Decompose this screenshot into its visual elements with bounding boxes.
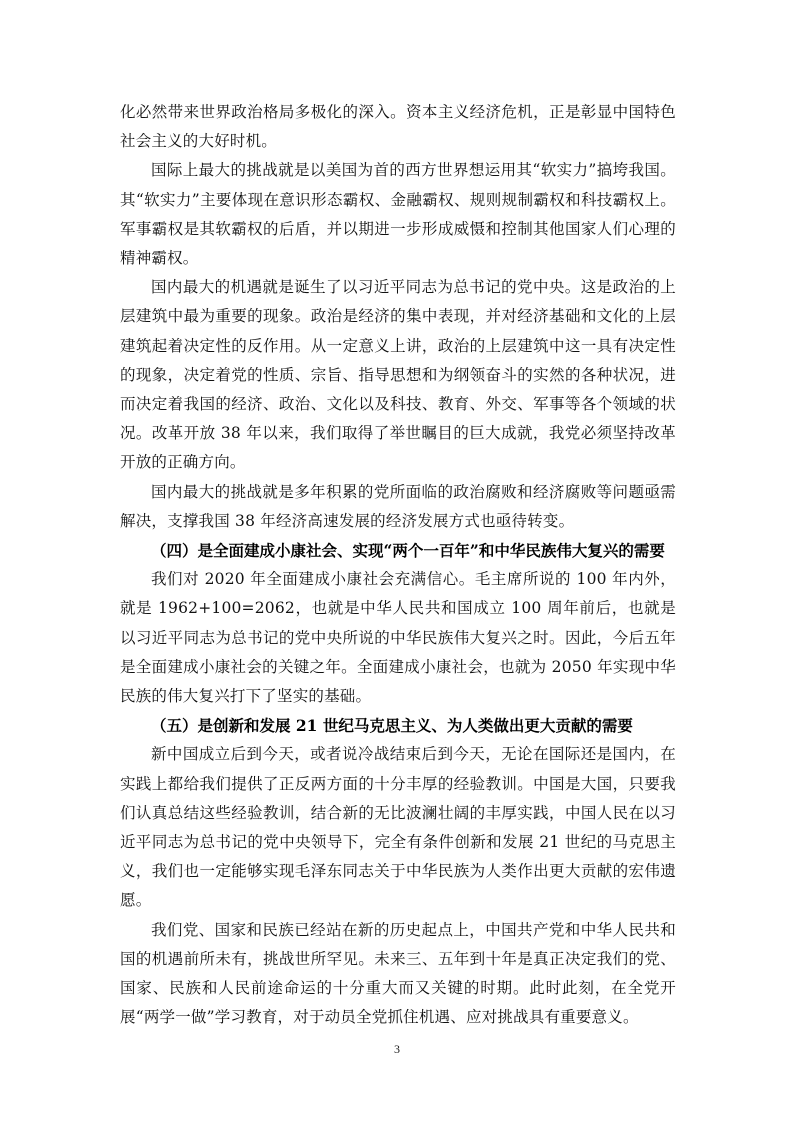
paragraph-domestic-opportunity: 国内最大的机遇就是诞生了以习近平同志为总书记的党中央。这是政治的上层建筑中最为重要的现象。政治是经济的集中表现，并对经济基础和文化的上层建筑起着决定性的反作用。从一定意义上讲，政治的上层建筑中这一具有决定性的现象，决定着党的性质、宗旨、指导思想和为纲领奋斗的实然的各种状况，进而决定着我国的经济、政治、文化以及科技、教育、外交、军事等各个领域的状况。改革开放 38 年以来，我们取得了举世瞩目的巨大成就，我党必须坚持改革开放的正确方向。 [120,278,676,472]
paragraph-marxism-innovation: 新中国成立后到今天，或者说冷战结束后到今天，无论在国际还是国内，在实践上都给我们提供了正反两方面的十分丰厚的经验教训。中国是大国，只要我们认真总结这些经验教训，结合新的无比波澜壮阔的丰厚实践，中国人民在以习近平同志为总书记的党中央领导下，完全有条件创新和发展 21 世纪的马克思主义，我们也一定能够实现毛泽东同志关于中华民族为人类作出更大贡献的宏伟遗愿。 [120,745,676,910]
page-number: 3 [394,1042,400,1056]
paragraph-domestic-challenge: 国内最大的挑战就是多年积累的党所面临的政治腐败和经济腐败等问题亟需解决，支撑我国 38 年经济高速发展的经济发展方式也亟待转变。 [120,482,676,530]
document-body [120,98,676,1033]
paragraph-historical-starting-point: 我们党、国家和民族已经站在新的历史起点上，中国共产党和中华人民共和国的机遇前所未有，挑战世所罕见。未来三、五年到十年是真正决定我们的党、国家、民族和人民前途命运的十分重大而又关键的时期。此时此刻，在全党开展“两学一做”学习教育，对于动员全党抓住机遇、应对挑战具有重要意义。 [120,920,676,1027]
section-heading-four: （四）是全面建成小康社会、实现“两个一百年”和中华民族伟大复兴的需要 [151,541,665,561]
paragraph-continuation: 化必然带来世界政治格局多极化的深入。资本主义经济危机，正是彰显中国特色社会主义的大好时机。 [120,103,676,151]
paragraph-xiaokang: 我们对 2020 年全面建成小康社会充满信心。毛主席所说的 100 年内外，就是 1962+100=2062，也就是中华人民共和国成立 100 周年前后，也就是以习近平同志为总书记的党中央所说的中华民族伟大复兴之时。因此，今后五年是全面建成小康社会的关键之年。全面建成小康社会，也就为 2050 年实现中华民族的伟大复兴打下了坚实的基础。 [120,570,676,706]
paragraph-international-challenge: 国际上最大的挑战就是以美国为首的西方世界想运用其“软实力”搞垮我国。其“软实力”主要体现在意识形态霸权、金融霸权、规则规制霸权和科技霸权上。军事霸权是其软霸权的后盾，并以期进一步形成威慑和控制其他国家人们心理的精神霸权。 [120,161,676,268]
section-heading-five: （五）是创新和发展 21 世纪马克思主义、为人类做出更大贡献的需要 [151,716,633,736]
